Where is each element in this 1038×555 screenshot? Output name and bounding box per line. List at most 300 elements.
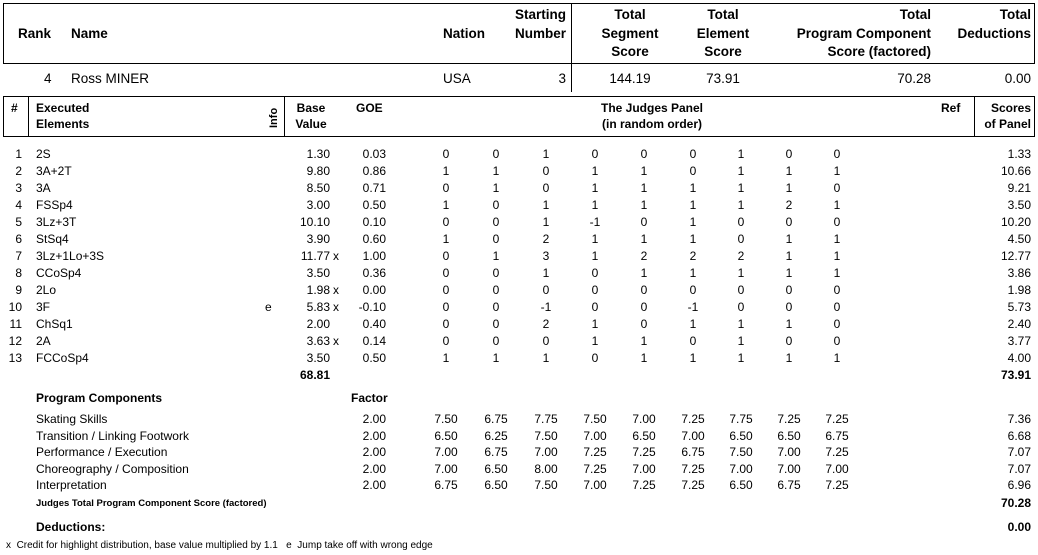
judge-score: 0 — [442, 300, 450, 314]
element-goe: 0.50 — [362, 198, 386, 212]
judge-score: 0 — [640, 283, 648, 297]
element-panel-score: 1.33 — [1007, 147, 1031, 161]
element-panel-score: 10.66 — [1000, 164, 1031, 178]
judge-score: 0 — [833, 300, 841, 314]
rank-header: Rank — [18, 26, 52, 41]
judge-score: 0 — [833, 283, 841, 297]
judge-score: 1 — [640, 181, 648, 195]
judge-score: 1 — [689, 215, 697, 229]
skater-starting-number: 3 — [558, 71, 566, 86]
judge-score: 1 — [640, 164, 648, 178]
component-judge-score: 6.50 — [729, 478, 753, 492]
element-num: 6 — [15, 232, 22, 246]
element-panel-score: 10.20 — [1000, 215, 1031, 229]
starting-header: Starting Number — [514, 7, 566, 41]
element-num: 8 — [15, 266, 22, 280]
judge-score: 1 — [591, 181, 599, 195]
element-panel-score: 4.50 — [1007, 232, 1031, 246]
element-row — [0, 197, 1038, 214]
judge-score: 1 — [689, 198, 697, 212]
element-name: 3F — [36, 300, 51, 314]
component-factor: 2.00 — [362, 445, 386, 459]
judge-score: 0 — [689, 334, 697, 348]
element-panel-score: 3.50 — [1007, 198, 1031, 212]
judge-score: 1 — [542, 215, 550, 229]
component-judge-score: 7.50 — [729, 445, 753, 459]
judge-score: 1 — [591, 317, 599, 331]
component-row — [0, 477, 1038, 494]
judge-score: 0 — [492, 198, 500, 212]
judge-score: 1 — [737, 351, 745, 365]
component-judge-score: 7.25 — [681, 478, 705, 492]
element-num: 2 — [15, 164, 22, 178]
scores-of-panel-header: Scores of Panel — [984, 101, 1031, 131]
judge-score: 0 — [785, 283, 793, 297]
judge-score: 0 — [591, 266, 599, 280]
element-row — [0, 146, 1038, 163]
pcs-total-label: Judges Total Program Component Score (factored) — [36, 498, 267, 509]
judge-score: 1 — [689, 317, 697, 331]
judge-score: 0 — [640, 147, 648, 161]
element-goe: 0.50 — [362, 351, 386, 365]
footnote — [6, 540, 433, 551]
judge-score: 1 — [442, 351, 450, 365]
judge-score: 1 — [591, 249, 599, 263]
judge-score: 0 — [442, 283, 450, 297]
judge-score: 0 — [640, 317, 648, 331]
element-name: ChSq1 — [36, 317, 73, 331]
judge-score: 2 — [737, 249, 745, 263]
judge-score: 1 — [833, 232, 841, 246]
elements-total-score: 73.91 — [1000, 368, 1031, 382]
judge-score: 0 — [442, 181, 450, 195]
footnote-e-text: Jump take off with wrong edge — [297, 540, 433, 551]
element-num: 12 — [8, 334, 22, 348]
judge-score: 0 — [737, 283, 745, 297]
judge-score: 0 — [833, 147, 841, 161]
component-judge-score: 7.00 — [583, 478, 607, 492]
element-base-value: 8.50 — [306, 181, 330, 195]
component-judge-score: 7.00 — [434, 461, 458, 476]
footnote-x-text: Credit for highlight distribution, base value multiplied by 1.1 — [16, 540, 278, 551]
judge-score: 1 — [542, 147, 550, 161]
element-panel-score: 5.73 — [1007, 300, 1031, 314]
skater-name: Ross MINER — [71, 71, 150, 86]
nation-header: Nation — [443, 26, 485, 41]
skater-nation: USA — [443, 71, 471, 86]
element-num: 13 — [8, 351, 22, 365]
element-row — [0, 316, 1038, 333]
element-name: StSq4 — [36, 232, 69, 246]
element-goe: 0.00 — [362, 283, 386, 297]
element-base-value: 1.98 — [306, 283, 330, 297]
element-name: 2Lo — [36, 283, 57, 297]
judge-score: 1 — [737, 147, 745, 161]
element-name: FSSp4 — [36, 198, 73, 212]
component-judge-score: 7.25 — [583, 445, 607, 459]
judge-score: 0 — [442, 147, 450, 161]
element-name: 3A+2T — [36, 164, 72, 178]
judge-score: 0 — [542, 181, 550, 195]
element-score-header: Total Element Score — [696, 7, 750, 59]
pcs-header: Total Program Component Score (factored) — [796, 7, 931, 59]
element-base-value: 3.90 — [306, 232, 330, 246]
element-name: 2S — [36, 147, 51, 161]
element-goe: 1.00 — [362, 249, 386, 263]
component-judge-score: 6.75 — [484, 412, 508, 426]
footnote-e-mark: e — [286, 540, 292, 551]
judge-score: 2 — [785, 198, 793, 212]
deductions-label: Deductions: — [36, 520, 106, 534]
component-judge-score: 7.00 — [777, 461, 801, 476]
component-judge-score: 6.75 — [484, 445, 508, 459]
executed-elements-header: Executed Elements — [36, 101, 90, 131]
component-judge-score: 6.75 — [434, 478, 458, 492]
judge-score: 0 — [442, 266, 450, 280]
judge-score: -1 — [540, 300, 552, 314]
component-judge-score: 6.50 — [729, 428, 753, 443]
judge-score: 1 — [640, 266, 648, 280]
element-base-value: 3.00 — [306, 198, 330, 212]
element-goe: 0.60 — [362, 232, 386, 246]
program-components-title: Program Components — [36, 391, 163, 405]
element-row — [0, 282, 1038, 299]
component-judge-score: 7.25 — [632, 478, 656, 492]
element-base-value: 2.00 — [306, 317, 330, 331]
judge-score: 1 — [689, 232, 697, 246]
judge-score: 1 — [833, 249, 841, 263]
judge-score: 2 — [640, 249, 648, 263]
element-base-value: 3.50 — [306, 266, 330, 280]
component-row — [0, 411, 1038, 428]
element-goe: 0.36 — [362, 266, 386, 280]
component-factor: 2.00 — [362, 428, 386, 443]
component-judge-score: 7.25 — [632, 445, 656, 459]
element-name: FCCoSp4 — [36, 351, 89, 365]
judge-score: 1 — [737, 198, 745, 212]
component-judge-score: 7.75 — [729, 412, 753, 426]
judge-score: 3 — [542, 249, 550, 263]
judge-score: 0 — [785, 300, 793, 314]
component-judge-score: 7.00 — [632, 461, 656, 476]
component-name: Transition / Linking Footwork — [36, 428, 189, 443]
judge-score: 0 — [833, 215, 841, 229]
skater-element-score: 73.91 — [706, 71, 740, 86]
element-name: 3A — [36, 181, 51, 195]
element-num: 4 — [15, 198, 22, 212]
judge-score: 1 — [785, 164, 793, 178]
element-num: 7 — [15, 249, 22, 263]
component-panel-score: 7.36 — [1007, 412, 1031, 426]
element-num: 3 — [15, 181, 22, 195]
deductions-value: 0.00 — [1007, 520, 1031, 534]
judge-score: 1 — [442, 198, 450, 212]
element-name: CCoSp4 — [36, 266, 82, 280]
element-panel-score: 9.21 — [1007, 181, 1031, 195]
element-bonus-mark: x — [333, 334, 339, 348]
element-base-value: 1.30 — [306, 147, 330, 161]
judge-score: 0 — [542, 283, 550, 297]
element-row — [0, 214, 1038, 231]
judge-score: 0 — [492, 283, 500, 297]
judge-score: 1 — [689, 181, 697, 195]
element-row — [0, 180, 1038, 197]
component-judge-score: 7.25 — [681, 461, 705, 476]
judge-score: 0 — [785, 147, 793, 161]
skater-pcs-score: 70.28 — [897, 71, 931, 86]
component-name: Interpretation — [36, 478, 107, 492]
component-factor: 2.00 — [362, 478, 386, 492]
judge-score: 1 — [591, 232, 599, 246]
elements-header-divider-3 — [974, 96, 975, 137]
component-panel-score: 7.07 — [1007, 461, 1031, 476]
element-base-value: 3.50 — [306, 351, 330, 365]
component-judge-score: 7.25 — [777, 412, 801, 426]
component-judge-score: 7.00 — [434, 445, 458, 459]
judge-score: 1 — [737, 317, 745, 331]
element-row — [0, 265, 1038, 282]
element-num: 5 — [15, 215, 22, 229]
judge-score: 0 — [640, 215, 648, 229]
component-judge-score: 7.00 — [777, 445, 801, 459]
component-judge-score: 6.50 — [434, 428, 458, 443]
elements-header-divider-2 — [284, 96, 285, 137]
judge-score: 1 — [640, 334, 648, 348]
element-bonus-mark: x — [333, 249, 339, 263]
component-panel-score: 7.07 — [1007, 445, 1031, 459]
name-header: Name — [71, 26, 108, 41]
component-judge-score: 7.50 — [534, 428, 558, 443]
component-judge-score: 7.25 — [825, 412, 849, 426]
component-judge-score: 6.50 — [484, 478, 508, 492]
judge-score: 1 — [640, 198, 648, 212]
skater-deductions: 0.00 — [1004, 71, 1031, 86]
component-judge-score: 7.25 — [825, 478, 849, 492]
num-header: # — [11, 101, 18, 115]
judge-score: 1 — [833, 164, 841, 178]
judge-score: 1 — [785, 317, 793, 331]
element-row — [0, 248, 1038, 265]
element-num: 9 — [15, 283, 22, 297]
component-judge-score: 7.00 — [534, 445, 558, 459]
component-judge-score: 6.50 — [777, 428, 801, 443]
component-panel-score: 6.96 — [1007, 478, 1031, 492]
judge-score: 1 — [591, 198, 599, 212]
judge-score: 2 — [542, 232, 550, 246]
component-judge-score: 7.00 — [583, 428, 607, 443]
judge-score: 0 — [492, 334, 500, 348]
judge-score: 0 — [591, 147, 599, 161]
element-name: 2A — [36, 334, 51, 348]
element-name: 3Lz+1Lo+3S — [36, 249, 105, 263]
judge-score: -1 — [589, 215, 601, 229]
component-judge-score: 7.25 — [583, 461, 607, 476]
judge-score: 1 — [833, 351, 841, 365]
judge-score: 1 — [442, 164, 450, 178]
ref-header: Ref — [941, 101, 961, 115]
judge-score: 1 — [785, 232, 793, 246]
judge-score: 0 — [737, 232, 745, 246]
element-num: 11 — [9, 317, 22, 331]
element-bonus-mark: x — [333, 283, 339, 297]
judge-score: 1 — [785, 351, 793, 365]
judge-score: 1 — [492, 249, 500, 263]
judge-score: 1 — [591, 164, 599, 178]
element-goe: 0.86 — [362, 164, 386, 178]
element-bonus-mark: x — [333, 300, 339, 314]
judge-score: 1 — [833, 266, 841, 280]
component-judge-score: 7.25 — [681, 412, 705, 426]
component-judge-score: 7.25 — [825, 445, 849, 459]
component-judge-score: 6.75 — [777, 478, 801, 492]
component-judge-score: 7.50 — [534, 478, 558, 492]
component-row — [0, 428, 1038, 445]
pcs-total-value: 70.28 — [1000, 496, 1031, 510]
judge-score: 1 — [492, 351, 500, 365]
element-base-value: 3.63 — [306, 334, 330, 348]
component-panel-score: 6.68 — [1007, 428, 1031, 443]
element-goe: 0.14 — [362, 334, 386, 348]
element-goe: 0.10 — [362, 215, 386, 229]
judge-score: 0 — [442, 249, 450, 263]
component-judge-score: 7.00 — [729, 461, 753, 476]
element-goe: 0.40 — [362, 317, 386, 331]
elements-header-divider-1 — [28, 96, 29, 137]
judge-score: 0 — [591, 351, 599, 365]
judge-score: 0 — [785, 215, 793, 229]
judge-score: 2 — [689, 249, 697, 263]
element-goe: 0.71 — [362, 181, 386, 195]
judge-score: 1 — [542, 198, 550, 212]
judge-score: 1 — [737, 334, 745, 348]
judge-score: 1 — [442, 232, 450, 246]
component-row — [0, 444, 1038, 461]
elements-total-base: 68.81 — [299, 368, 330, 382]
element-panel-score: 2.40 — [1007, 317, 1031, 331]
element-row — [0, 333, 1038, 350]
element-base-value: 11.77 — [300, 249, 330, 263]
judge-score: 0 — [492, 147, 500, 161]
component-judge-score: 6.50 — [632, 428, 656, 443]
summary-row-divider — [571, 64, 572, 92]
base-value-header: Base Value — [295, 101, 327, 131]
judge-score: 0 — [785, 334, 793, 348]
goe-header: GOE — [356, 101, 383, 115]
judge-score: 1 — [542, 351, 550, 365]
component-judge-score: 6.75 — [681, 445, 705, 459]
component-name: Performance / Execution — [36, 445, 168, 459]
element-panel-score: 3.86 — [1007, 266, 1031, 280]
deductions-header: Total Deductions — [957, 7, 1031, 41]
component-name: Skating Skills — [36, 412, 108, 426]
judge-score: 0 — [833, 317, 841, 331]
element-num: 10 — [8, 300, 22, 314]
judge-score: 0 — [689, 283, 697, 297]
judge-score: 0 — [737, 215, 745, 229]
judge-score: 1 — [785, 181, 793, 195]
judge-score: 1 — [689, 266, 697, 280]
judge-score: 1 — [591, 334, 599, 348]
element-base-value: 10.10 — [299, 215, 330, 229]
component-judge-score: 8.00 — [534, 461, 558, 476]
judge-score: 1 — [492, 181, 500, 195]
judge-score: 1 — [737, 164, 745, 178]
element-info: e — [265, 300, 272, 314]
component-judge-score: 7.00 — [825, 461, 849, 476]
element-base-value: 9.80 — [306, 164, 330, 178]
component-judge-score: 6.50 — [484, 461, 508, 476]
judge-score: 0 — [737, 300, 745, 314]
element-panel-score: 4.00 — [1007, 351, 1031, 365]
judge-score: 0 — [542, 334, 550, 348]
footnote-x-mark: x — [6, 540, 11, 551]
element-base-value: 5.83 — [306, 300, 330, 314]
judge-score: 0 — [492, 317, 500, 331]
skater-rank: 4 — [44, 71, 52, 86]
judge-score: 0 — [492, 266, 500, 280]
element-name: 3Lz+3T — [36, 215, 77, 229]
element-panel-score: 3.77 — [1007, 334, 1031, 348]
info-header: Info — [268, 107, 280, 128]
judge-score: 0 — [689, 164, 697, 178]
judge-score: 0 — [591, 283, 599, 297]
component-judge-score: 7.75 — [534, 412, 558, 426]
element-num: 1 — [15, 147, 22, 161]
judges-panel-header: The Judges Panel (in random order) — [600, 101, 704, 131]
judge-score: 2 — [542, 317, 550, 331]
element-row — [0, 231, 1038, 248]
judge-score: 0 — [833, 334, 841, 348]
judge-score: 0 — [492, 232, 500, 246]
component-judge-score: 7.50 — [434, 412, 458, 426]
factor-header: Factor — [351, 391, 388, 405]
element-goe: -0.10 — [358, 300, 386, 314]
judge-score: 0 — [591, 300, 599, 314]
judge-score: 1 — [833, 198, 841, 212]
judge-score: 1 — [640, 232, 648, 246]
component-name: Choreography / Composition — [36, 461, 189, 476]
judge-score: 0 — [833, 181, 841, 195]
judge-score: 1 — [542, 266, 550, 280]
component-factor: 2.00 — [362, 461, 386, 476]
component-judge-score: 6.75 — [825, 428, 849, 443]
skater-segment-score: 144.19 — [609, 71, 651, 86]
judge-score: 1 — [640, 351, 648, 365]
component-row — [0, 461, 1038, 478]
judge-score: 0 — [640, 300, 648, 314]
judge-score: 0 — [492, 300, 500, 314]
elements-header-box — [3, 96, 1035, 137]
element-goe: 0.03 — [362, 147, 386, 161]
judge-score: 1 — [785, 266, 793, 280]
component-judge-score: 6.25 — [484, 428, 508, 443]
segment-score-header: Total Segment Score — [601, 7, 659, 59]
judge-score: 0 — [689, 147, 697, 161]
judge-score: 1 — [785, 249, 793, 263]
component-factor: 2.00 — [362, 412, 386, 426]
judge-score: 0 — [542, 164, 550, 178]
judge-score: 1 — [737, 266, 745, 280]
element-panel-score: 12.77 — [1000, 249, 1031, 263]
component-judge-score: 7.00 — [681, 428, 705, 443]
judge-score: -1 — [687, 300, 699, 314]
component-judge-score: 7.50 — [583, 412, 607, 426]
judge-score: 1 — [737, 181, 745, 195]
judge-score: 0 — [492, 215, 500, 229]
judge-score: 0 — [442, 215, 450, 229]
judge-score: 0 — [442, 334, 450, 348]
element-row — [0, 163, 1038, 180]
